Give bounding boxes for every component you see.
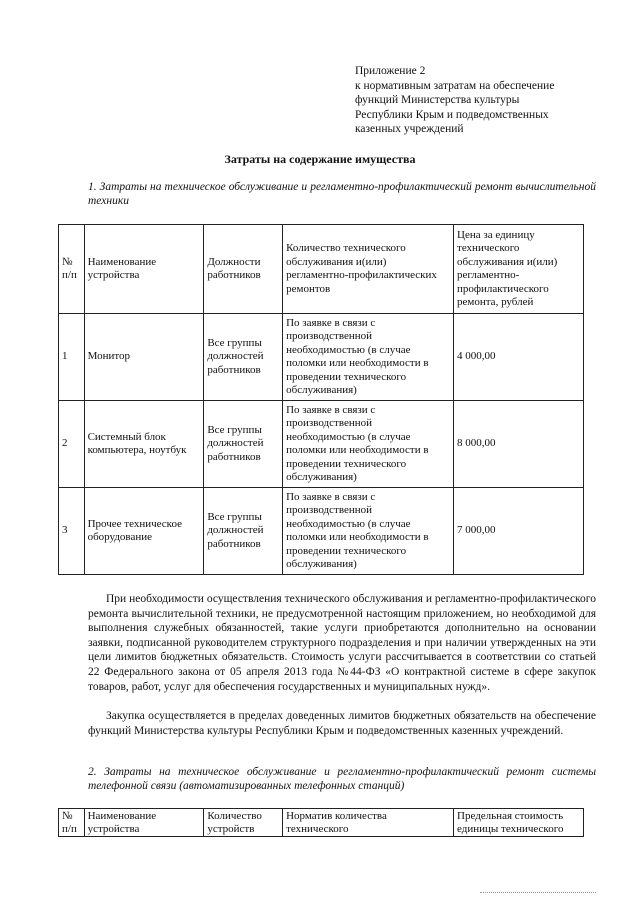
cell-quantity: По заявке в связи с производственной необходимостью (в случае поломки или необходимости в проведении технического обслуживания) [283,401,454,488]
appendix-note [355,64,605,137]
appendix-line: Приложение 2 [355,65,426,77]
appendix-line: Республики Крым и подведомственных [355,108,549,121]
header-price: Цена за единицу технического обслуживания и(или) регламентно-профилактического ремонта, рублей [454,225,584,314]
appendix-line: функций Министерства культуры [355,94,520,106]
page-title: Затраты на содержание имущества [224,152,416,166]
cell-price: 7 000,00 [454,488,584,575]
body-paragraph-1: При необходимости осуществления технического обслуживания и регламентно-профилактического ремонта вычислительной техники, не предусмотренной настоящим приложением, но необходимой для выполнения служебных обязанностей, такие услуги приобретаются дополнительно на основании заявки, подписанной руководителем структурного подразделения и при наличии утвержденных на эти цели лимитов бюджетных обязательств. Стоимость услуги рассчитывается в соответствии со статьей 22 Федерального закона от 05 апреля 2013 года №44-ФЗ «О контрактной системе в сфере закупок товаров, работ, услуг для обеспечения государственных и муниципальных нужд». [88,593,596,693]
cell-device: Прочее техническое оборудование [84,488,204,575]
scan-edge-mark [480,892,596,893]
header-count: Количество устройств [204,809,283,837]
table-header-row [59,809,584,837]
cell-price: 8 000,00 [454,401,584,488]
header-positions: Должности работников [204,225,283,314]
appendix-line: к нормативным затратам на обеспечение [355,79,555,92]
cell-num: 2 [59,401,85,488]
header-max-cost: Предельная стоимость единицы технического [454,809,584,837]
cell-num: 1 [59,314,85,401]
appendix-line: казенных учреждений [355,123,464,135]
header-num: № п/п [59,809,85,837]
telephony-table [58,808,584,837]
cell-positions: Все группы должностей работников [204,488,283,575]
section-heading-1: 1. Затраты на техническое обслуживание и регламентно-профилактический ремонт вычислительной техники [88,181,596,207]
table-row [59,314,584,401]
table-row [59,488,584,575]
header-quantity: Количество технического обслуживания и(или) регламентно-профилактических ремонтов [283,225,454,314]
table-row [59,401,584,488]
cell-price: 4 000,00 [454,314,584,401]
header-norm: Норматив количества технического [283,809,454,837]
cell-quantity: По заявке в связи с производственной необходимостью (в случае поломки или необходимости в проведении технического обслуживания) [283,314,454,401]
cell-num: 3 [59,488,85,575]
cell-positions: Все группы должностей работников [204,401,283,488]
header-device: Наименование устройства [84,225,204,314]
header-num: № п/п [59,225,85,314]
body-paragraph-2: Закупка осуществляется в пределах доведенных лимитов бюджетных обязательств на обеспечение функций Министерства культуры Республики Крым и подведомственных казенных учреждений. [88,710,596,737]
cell-device: Монитор [84,314,204,401]
cell-device: Системный блок компьютера, ноутбук [84,401,204,488]
cell-quantity: По заявке в связи с производственной необходимостью (в случае поломки или необходимости в проведении технического обслуживания) [283,488,454,575]
table-header-row [59,225,584,314]
cell-positions: Все группы должностей работников [204,314,283,401]
header-device: Наименование устройства [84,809,204,837]
maintenance-table [58,224,584,575]
section-heading-2: 2. Затраты на техническое обслуживание и регламентно-профилактический ремонт системы телефонной связи (автоматизированных телефонных станций) [88,766,596,792]
